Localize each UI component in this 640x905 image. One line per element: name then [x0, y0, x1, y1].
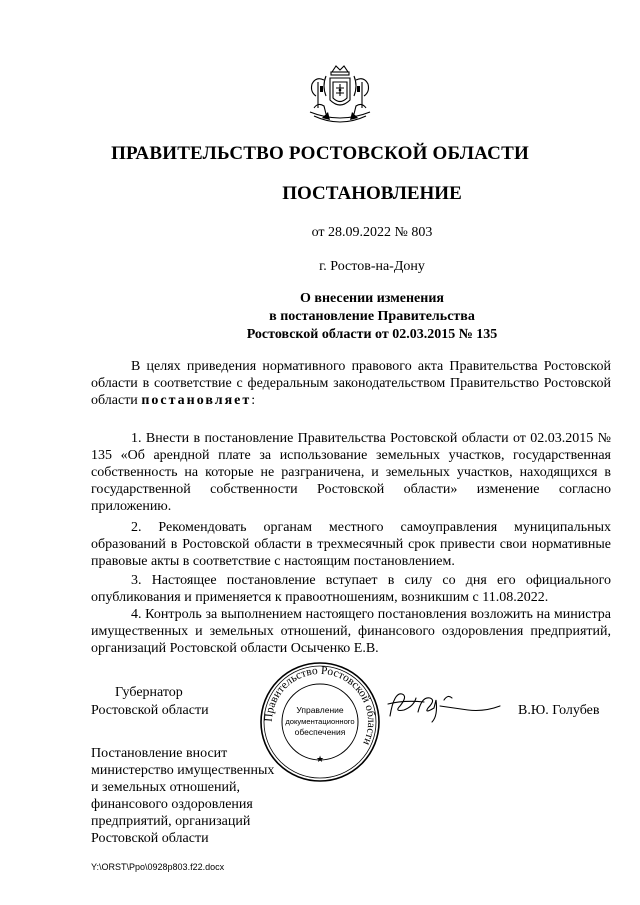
seal-center-line-3: обеспечения	[294, 727, 346, 737]
document-date-number: от 28.09.2022 № 803	[311, 225, 433, 240]
signatory-name: В.Ю. Голубев	[518, 703, 600, 718]
author-line-5: предприятий, организаций	[91, 814, 251, 829]
author-line-4: финансового оздоровления	[91, 797, 253, 812]
subject-line-3: Ростовской области от 02.03.2015 № 135	[246, 327, 498, 342]
handwritten-signature-icon	[384, 686, 504, 724]
seal-center-line-2: документационного	[285, 717, 355, 726]
author-line-1: Постановление вносит	[91, 746, 228, 761]
seal-ring-text: Правительство Ростовской области	[262, 664, 378, 747]
file-path: Y:\ORST\Ppo\0928p803.f22.docx	[91, 862, 225, 872]
document-type: ПОСТАНОВЛЕНИЕ	[282, 183, 462, 204]
seal-center-line-1: Управление	[296, 705, 344, 715]
svg-text:★: ★	[315, 755, 325, 765]
preamble-suffix: :	[251, 393, 256, 408]
decree-item-2: 2. Рекомендовать органам местного самоуправления муниципальных образований в Ростовской области в трехмесячный срок привести свои нормативные правовые акты в соответствие с настоящим постановлением.	[91, 520, 611, 569]
signatory-post	[91, 684, 209, 720]
decree-item-1: 1. Внести в постановление Правительства Ростовской области от 02.03.2015 № 135 «Об арендной плате за использование земельных участков, государственная собственность на которые не разграничена, и земельных участков, находящихся в государственной собственности Ростовской области» изменение согласно приложению.	[91, 431, 611, 514]
author-line-2: министерство имущественных	[91, 763, 275, 778]
document-subject	[52, 290, 640, 344]
signatory-post-line-1: Губернатор	[115, 685, 183, 700]
subject-line-1: О внесении изменения	[300, 291, 444, 306]
submitting-authority	[91, 745, 301, 847]
decree-item-4: 4. Контроль за выполнением настоящего постановления возложить на министра имущественных и земельных отношений, финансового оздоровления предприятий, организаций Ростовской области Осыченко Е.В.	[91, 607, 611, 656]
author-line-3: и земельных отношений,	[91, 780, 240, 795]
preamble-paragraph	[91, 358, 611, 409]
coat-of-arms-icon	[300, 62, 380, 128]
signatory-post-line-2: Ростовской области	[91, 703, 209, 718]
author-line-6: Ростовской области	[91, 831, 209, 846]
document-city: г. Ростов-на-Дону	[319, 259, 425, 274]
decree-item-3: 3. Настоящее постановление вступает в силу со дня его официального опубликования и применяется к правоотношениям, возникшим с 11.08.2022.	[91, 573, 611, 605]
decree-word: постановляет	[141, 393, 252, 408]
preamble-text: В целях приведения нормативного правового акта Правительства Ростовской области в соответствие с федеральным законодательством Правительство Ростовской области	[91, 359, 611, 408]
subject-line-2: в постановление Правительства	[269, 309, 475, 324]
government-title: ПРАВИТЕЛЬСТВО РОСТОВСКОЙ ОБЛАСТИ	[111, 143, 529, 164]
